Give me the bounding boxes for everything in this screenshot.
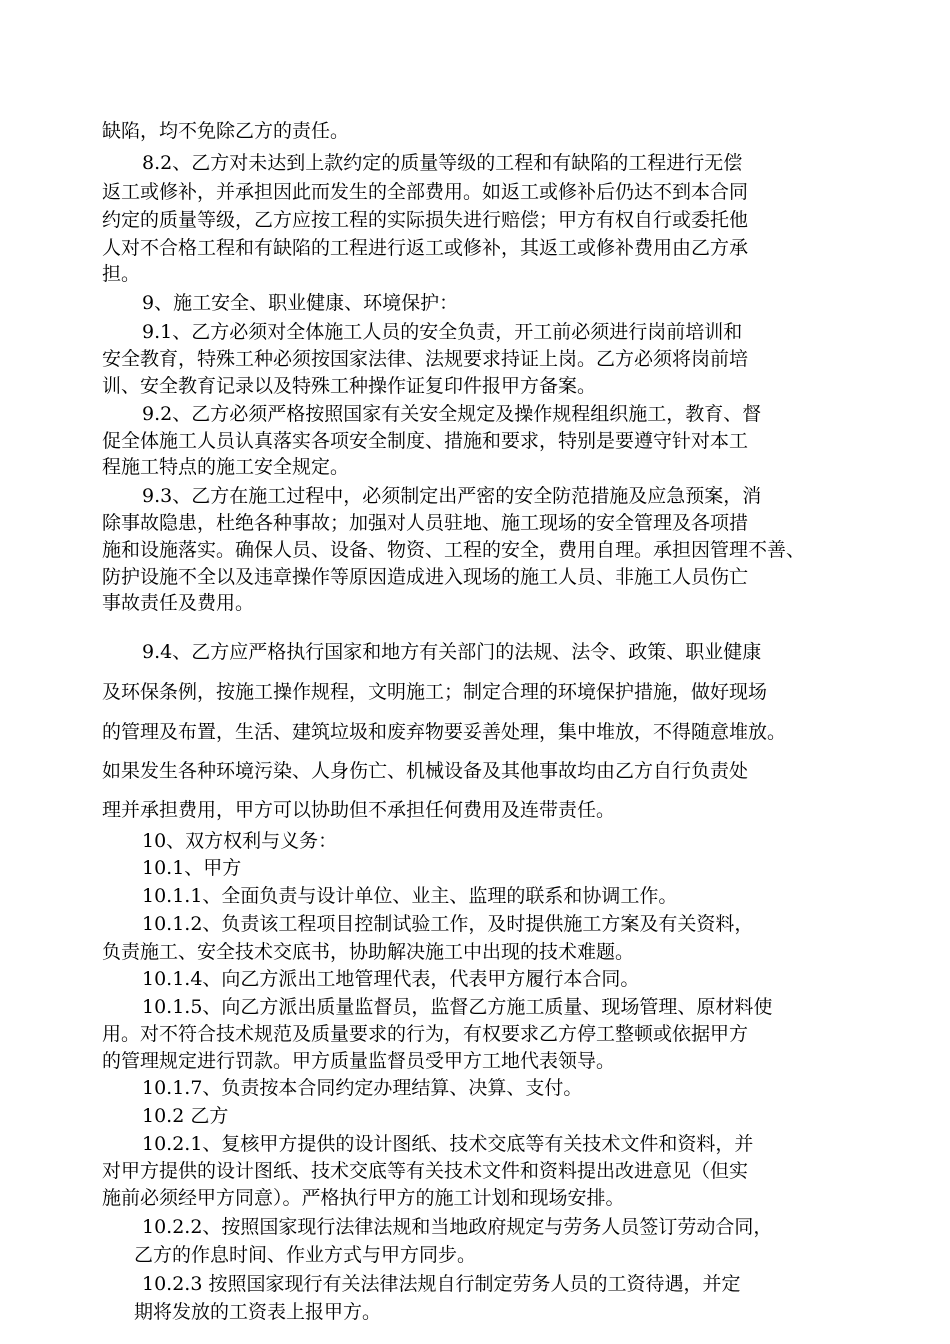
text-line: 负责施工、安全技术交底书，协助解决施工中出现的技术难题。	[102, 941, 635, 963]
text-line: 的管理规定进行罚款。甲方质量监督员受甲方工地代表领导。	[102, 1050, 616, 1072]
text-line: 如果发生各种环境污染、人身伤亡、机械设备及其他事故均由乙方自行负责处	[102, 760, 749, 782]
text-line: 9.1、乙方必须对全体施工人员的安全负责，开工前必须进行岗前培训和	[142, 321, 743, 343]
text-line: 10.1.1、全面负责与设计单位、业主、监理的联系和协调工作。	[142, 885, 678, 907]
text-line: 用。对不符合技术规范及质量要求的行为，有权要求乙方停工整顿或依据甲方	[102, 1023, 749, 1045]
text-line: 除事故隐患，杜绝各种事故；加强对人员驻地、施工现场的安全管理及各项措	[102, 512, 749, 534]
text-line: 促全体施工人员认真落实各项安全制度、措施和要求，特别是要遵守针对本工	[102, 430, 749, 452]
text-line: 10.2.3 按照国家现行有关法律法规自行制定劳务人员的工资待遇，并定	[142, 1273, 741, 1295]
text-line: 的管理及布置，生活、建筑垃圾和废弃物要妥善处理，集中堆放，不得随意堆放。	[102, 721, 787, 743]
text-line: 安全教育，特殊工种必须按国家法律、法规要求持证上岗。乙方必须将岗前培	[102, 348, 749, 370]
text-line: 返工或修补，并承担因此而发生的全部费用。如返工或修补后仍达不到本合同	[102, 181, 749, 203]
text-line: 施和设施落实。确保人员、设备、物资、工程的安全，费用自理。承担因管理不善、	[102, 539, 806, 561]
text-line: 9.3、乙方在施工过程中，必须制定出严密的安全防范措施及应急预案，消	[142, 485, 762, 507]
subsection-heading: 10.2 乙方	[142, 1105, 229, 1127]
text-line: 事故责任及费用。	[102, 592, 255, 614]
text-line: 10.1.5、向乙方派出质量监督员，监督乙方施工质量、现场管理、原材料使	[142, 996, 773, 1018]
text-line: 训、安全教育记录以及特殊工种操作证复印件报甲方备案。	[102, 375, 597, 397]
section-heading: 9、施工安全、职业健康、环境保护：	[142, 292, 459, 314]
text-line: 程施工特点的施工安全规定。	[102, 456, 350, 478]
text-line: 约定的质量等级，乙方应按工程的实际损失进行赔偿；甲方有权自行或委托他	[102, 209, 749, 231]
text-line: 及环保条例，按施工操作规程，文明施工；制定合理的环境保护措施，做好现场	[102, 681, 768, 703]
text-line: 8.2、乙方对未达到上款约定的质量等级的工程和有缺陷的工程进行无偿	[142, 152, 743, 174]
section-heading: 10、双方权利与义务：	[142, 830, 338, 852]
text-line: 10.1.2、负责该工程项目控制试验工作，及时提供施工方案及有关资料，	[142, 913, 754, 935]
text-line: 9.2、乙方必须严格按照国家有关安全规定及操作规程组织施工，教育、督	[142, 403, 762, 425]
subsection-heading: 10.1、甲方	[142, 857, 242, 879]
text-line: 人对不合格工程和有缺陷的工程进行返工或修补，其返工或修补费用由乙方承	[102, 237, 749, 259]
text-line: 10.1.7、负责按本合同约定办理结算、决算、支付。	[142, 1077, 583, 1099]
text-line: 防护设施不全以及违章操作等原因造成进入现场的施工人员、非施工人员伤亡	[102, 566, 749, 588]
text-line: 担。	[102, 263, 141, 285]
text-line: 9.4、乙方应严格执行国家和地方有关部门的法规、法令、政策、职业健康	[142, 641, 762, 663]
text-line: 缺陷，均不免除乙方的责任。	[102, 120, 350, 142]
text-line: 乙方的作息时间、作业方式与甲方同步。	[134, 1244, 477, 1266]
text-line: 10.2.2、按照国家现行法律法规和当地政府规定与劳务人员签订劳动合同，	[142, 1216, 773, 1238]
text-line: 施前必须经甲方同意）。严格执行甲方的施工计划和现场安排。	[102, 1187, 625, 1209]
text-line: 理并承担费用，甲方可以协助但不承担任何费用及连带责任。	[102, 799, 616, 821]
text-line: 期将发放的工资表上报甲方。	[134, 1301, 382, 1323]
text-line: 10.1.4、向乙方派出工地管理代表，代表甲方履行本合同。	[142, 968, 640, 990]
text-line: 10.2.1、复核甲方提供的设计图纸、技术交底等有关技术文件和资料，并	[142, 1133, 754, 1155]
text-line: 对甲方提供的设计图纸、技术交底等有关技术文件和资料提出改进意见（但实	[102, 1160, 749, 1182]
